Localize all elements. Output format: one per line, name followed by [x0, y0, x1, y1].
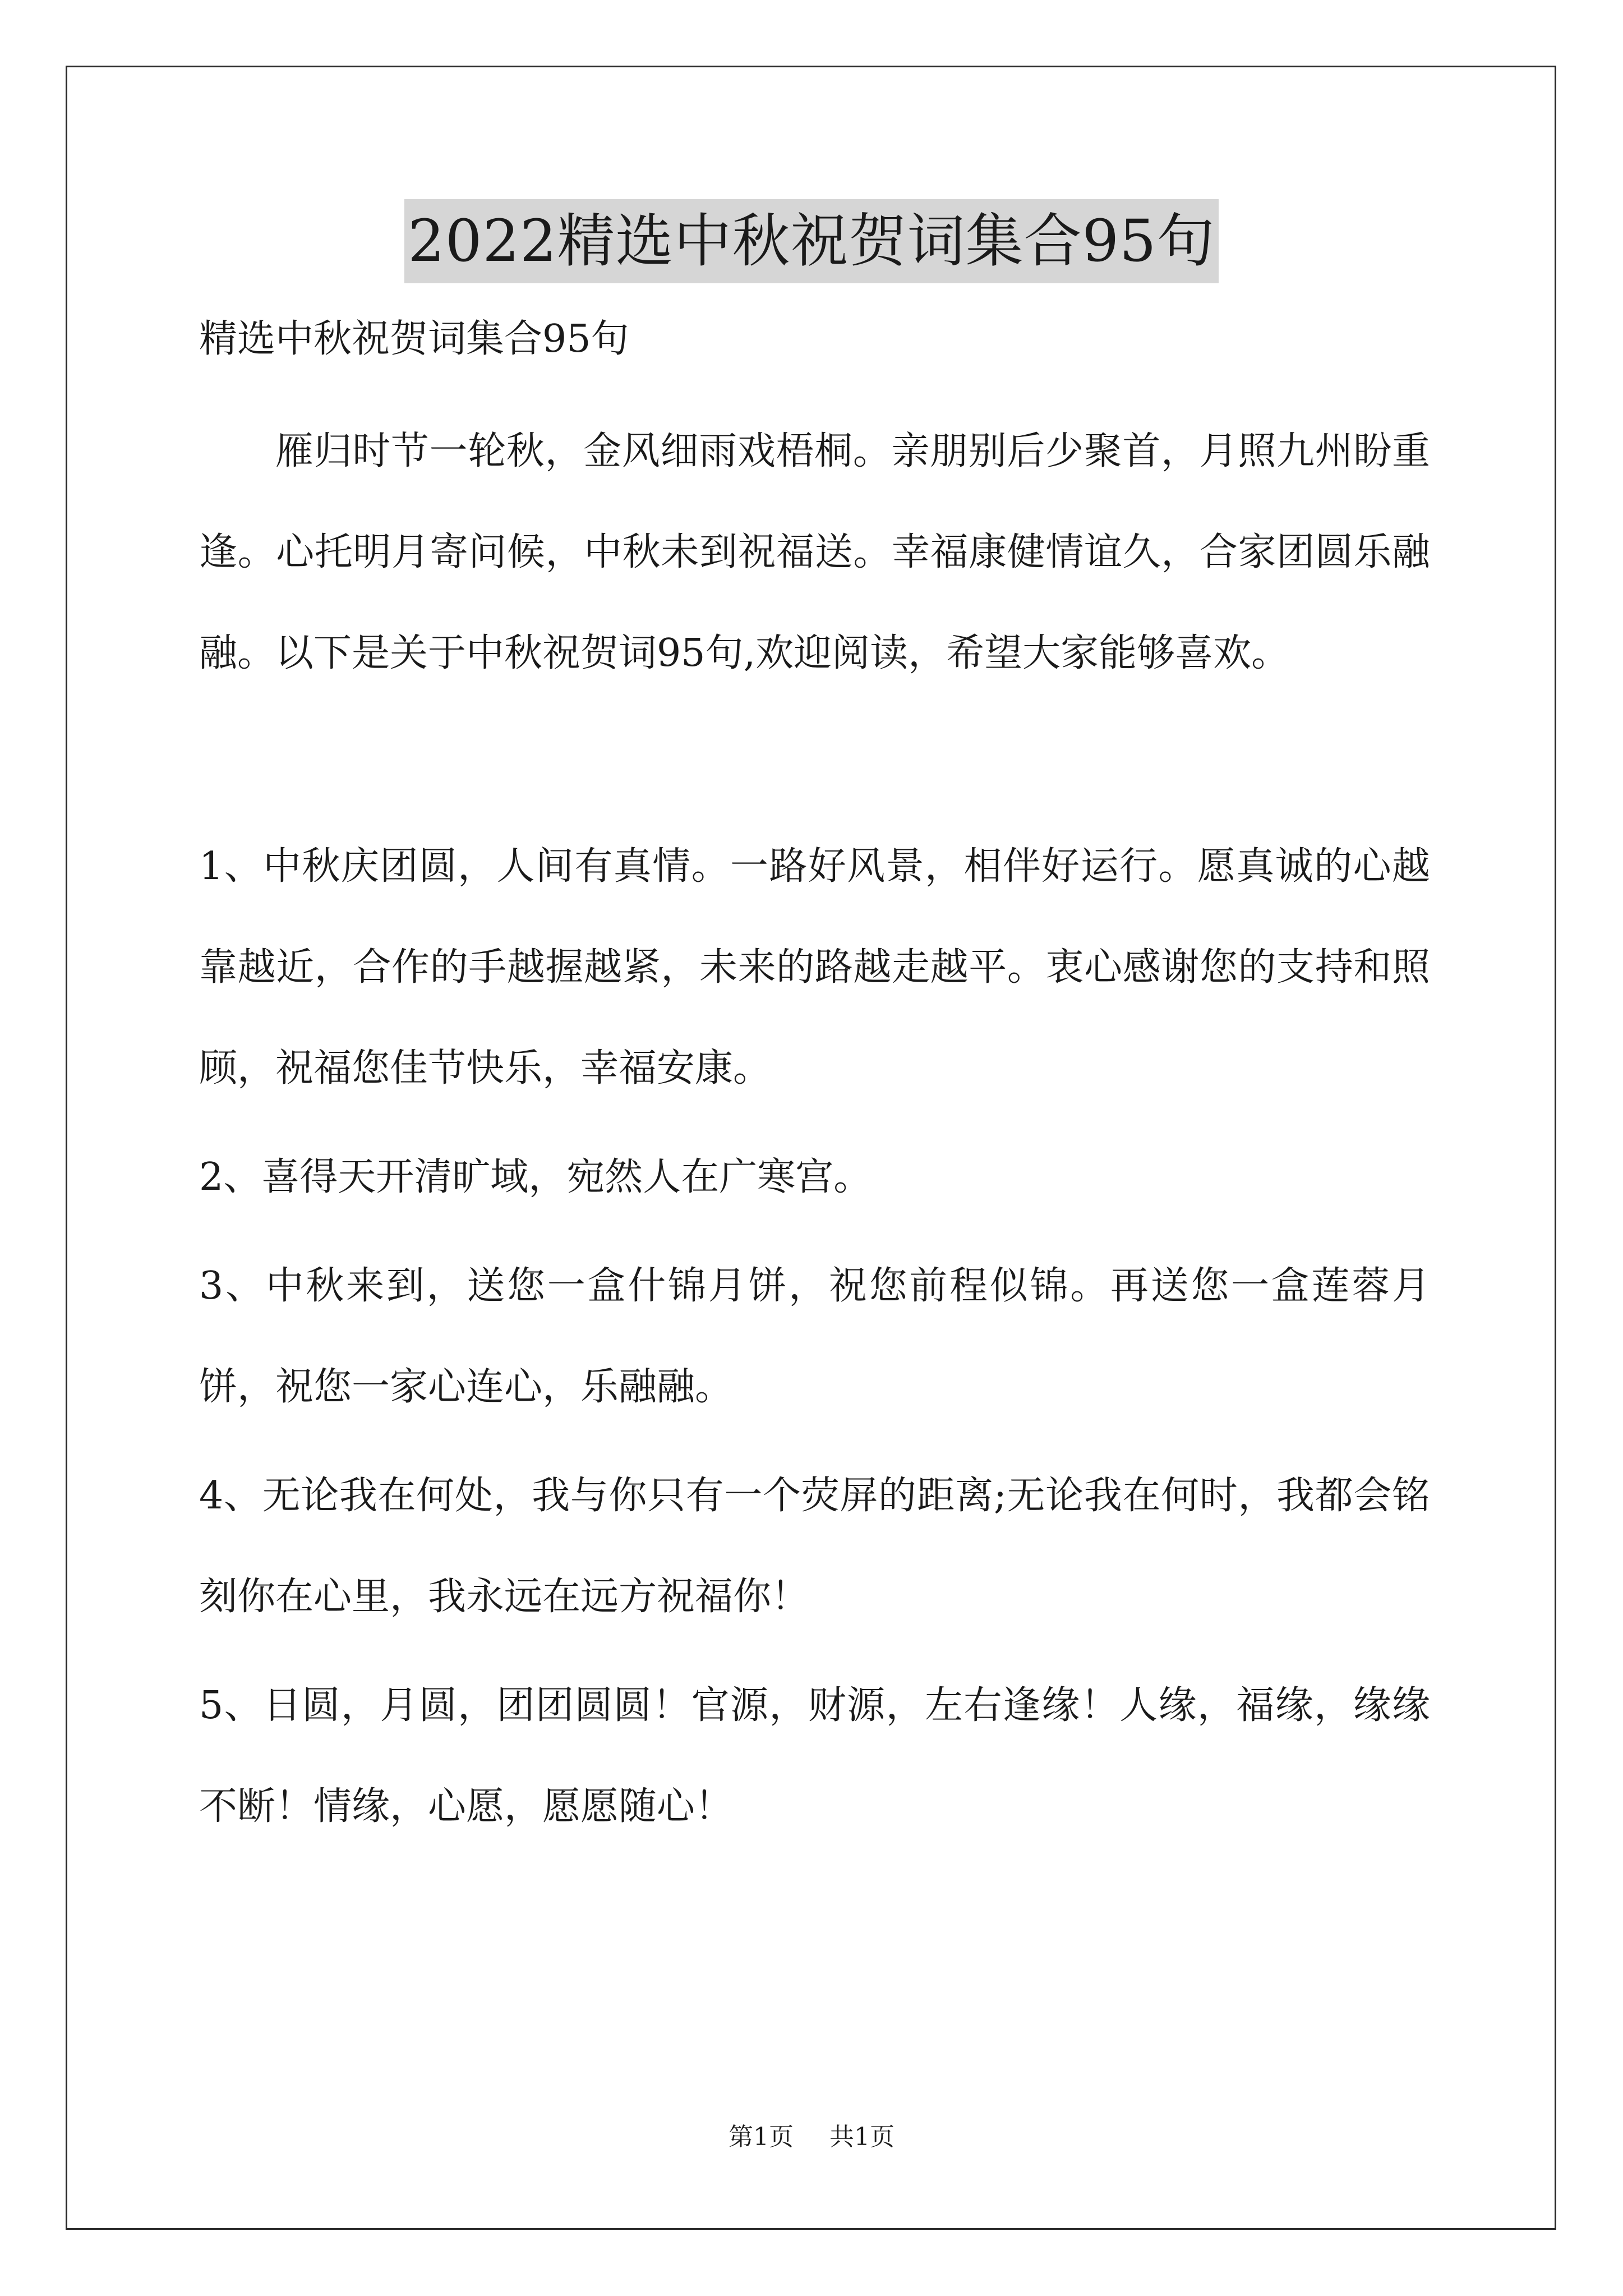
document-body — [199, 300, 1430, 1865]
list-item: 1、中秋庆团圆，人间有真情。一路好风景，相伴好运行。愿真诚的心越靠越近，合作的手越握越紧，未来的路越走越平。衷心感谢您的支持和照顾，祝福您佳节快乐，幸福安康。 — [199, 844, 1430, 1091]
list-item: 5、日圆，月圆，团团圆圆！官源，财源，左右逢缘！人缘，福缘，缘缘不断！情缘，心愿，愿愿随心！ — [199, 1683, 1430, 1829]
page-number-total: 共1页 — [829, 2123, 895, 2151]
intro-paragraph: 雁归时节一轮秋，金风细雨戏梧桐。亲朋别后少聚首，月照九州盼重逢。心托明月寄问候，中秋未到祝福送。幸福康健情谊久，合家团圆乐融融。以下是关于中秋祝贺词95句,欢迎阅读，希望大家能够喜欢。 — [199, 429, 1430, 675]
list-item: 3、中秋来到，送您一盒什锦月饼，祝您前程似锦。再送您一盒莲蓉月饼，祝您一家心连心，乐融融。 — [199, 1264, 1430, 1409]
list-item: 4、无论我在何处，我与你只有一个荧屏的距离;无论我在何时，我都会铭刻你在心里，我永远在远方祝福你！ — [199, 1474, 1430, 1619]
document-subtitle: 精选中秋祝贺词集合95句 — [199, 317, 629, 361]
title-wrap — [0, 199, 1623, 283]
page-number-current: 第1页 — [728, 2123, 794, 2151]
document-title: 2022精选中秋祝贺词集合95句 — [404, 199, 1218, 283]
list-item: 2、喜得天开清旷域，宛然人在广寒宫。 — [199, 1155, 872, 1199]
section-spacer — [199, 704, 1430, 816]
page-footer — [0, 2120, 1623, 2154]
